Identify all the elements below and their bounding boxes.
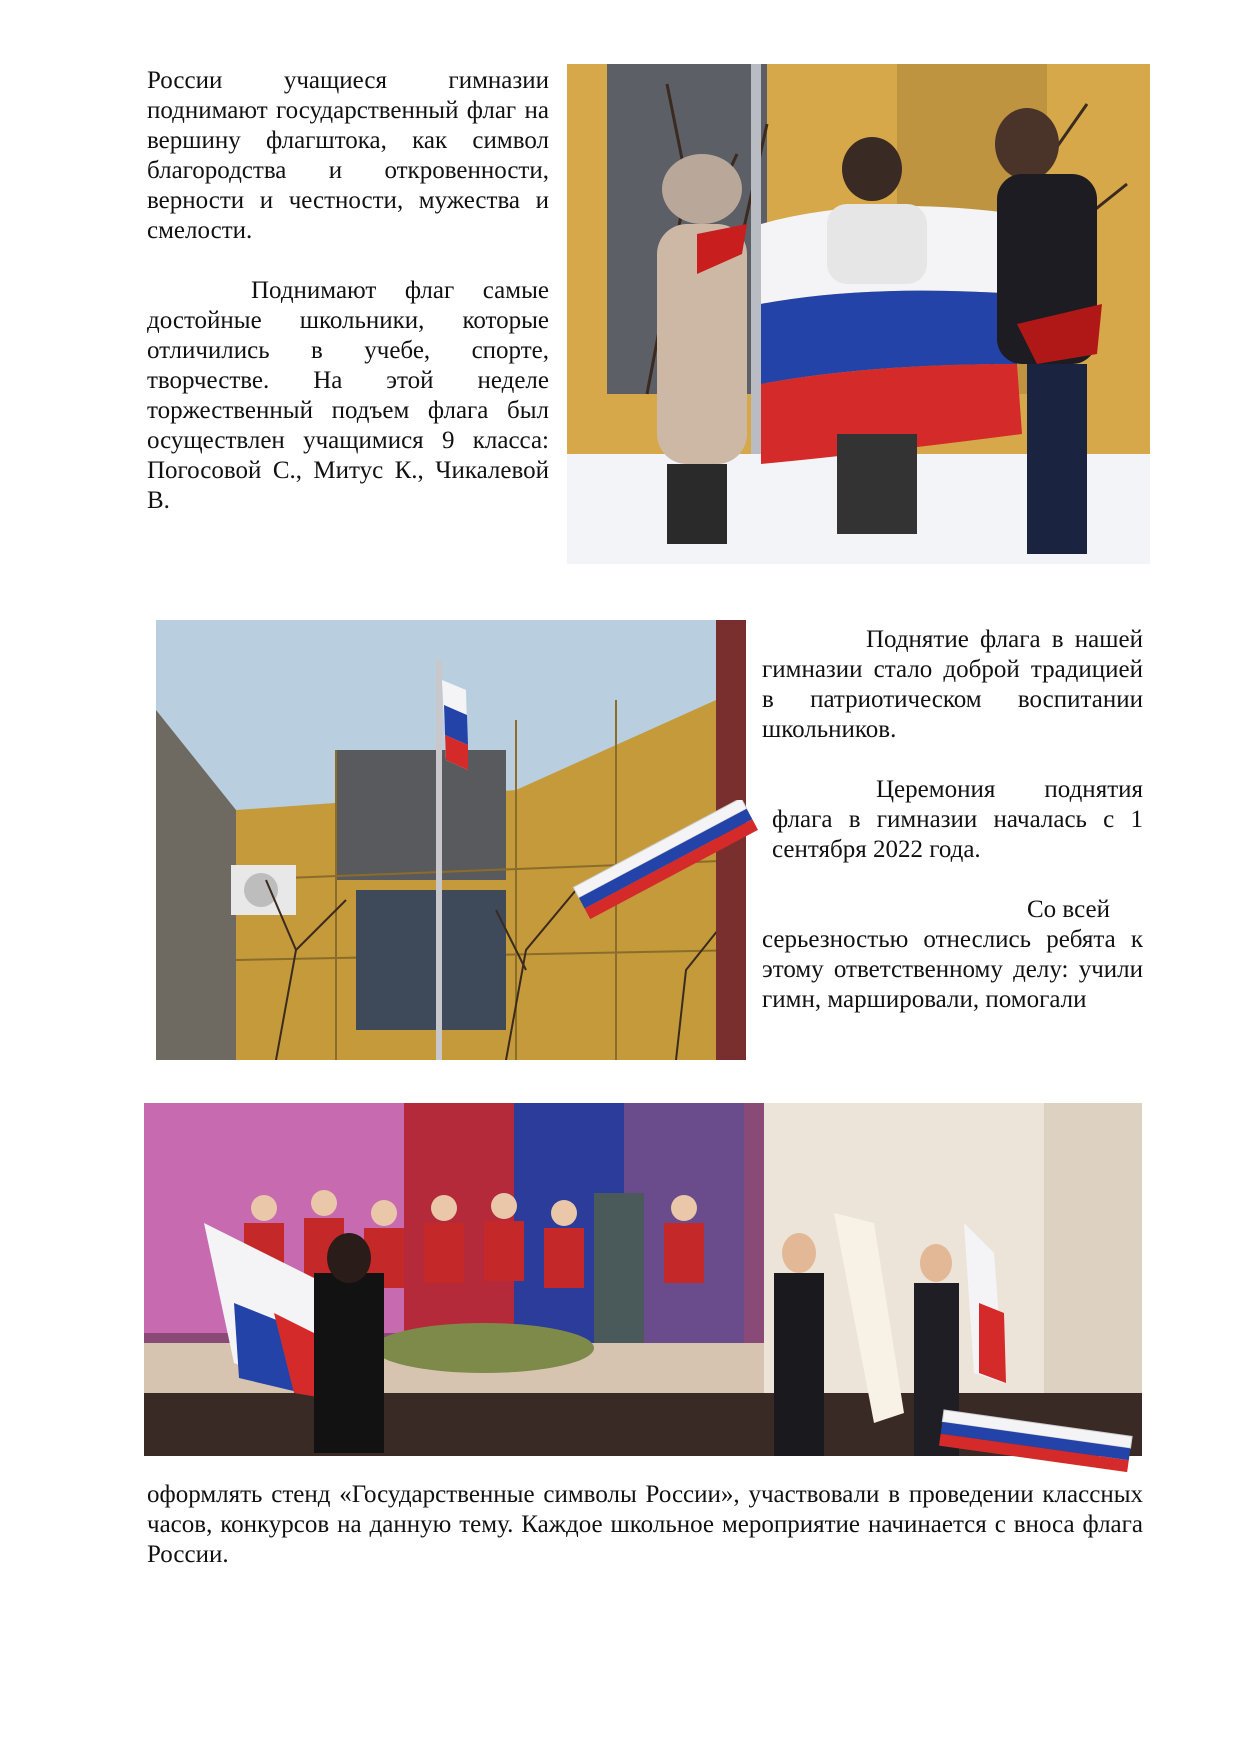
paragraph-spacer — [762, 865, 1143, 895]
seriousness-paragraph: серьезностью отнеслись ребята к этому ответственному делу: учили гимн, маршировали, помогали — [762, 926, 1143, 1013]
paragraph-spacer — [762, 745, 1143, 775]
closing-text-block — [147, 1480, 1143, 1570]
tradition-text-block — [762, 625, 1143, 1015]
intro-text-block — [147, 66, 549, 516]
ceremony-start-paragraph: Церемония поднятия флага в гимназии началась с 1 сентября 2022 года. — [772, 776, 1143, 863]
tradition-paragraph: Поднятие флага в нашей гимназии стало доброй традицией в патриотическом воспитании школьников. — [762, 626, 1143, 743]
seriousness-lead: Со всей — [1027, 896, 1110, 923]
photo-stage-performance — [144, 1103, 1142, 1456]
closing-paragraph: оформлять стенд «Государственные символы России», участвовали в проведении классных часов, конкурсов на данную тему. Каждое школьное мероприятие начинается с вноса флага России. — [147, 1481, 1143, 1568]
paragraph-spacer — [147, 246, 549, 276]
intro-paragraph: России учащиеся гимназии поднимают государственный флаг на вершину флагштока, как символ благородства и откровенности, верности и честности, мужества и смелости. — [147, 67, 549, 244]
tricolor-ribbon-decoration-bottom — [935, 1405, 1135, 1485]
tricolor-ribbon-decoration — [566, 800, 761, 920]
flag-bearers-paragraph: Поднимают флаг самые достойные школьники, которые отличились в учебе, спорте, творчестве. На этой неделе торжественный подъем флага был осуществлен учащимися 9 класса: Погосовой С., Митус К., Чикалевой В. — [147, 277, 549, 514]
photo-students-raising-flag — [567, 64, 1150, 564]
